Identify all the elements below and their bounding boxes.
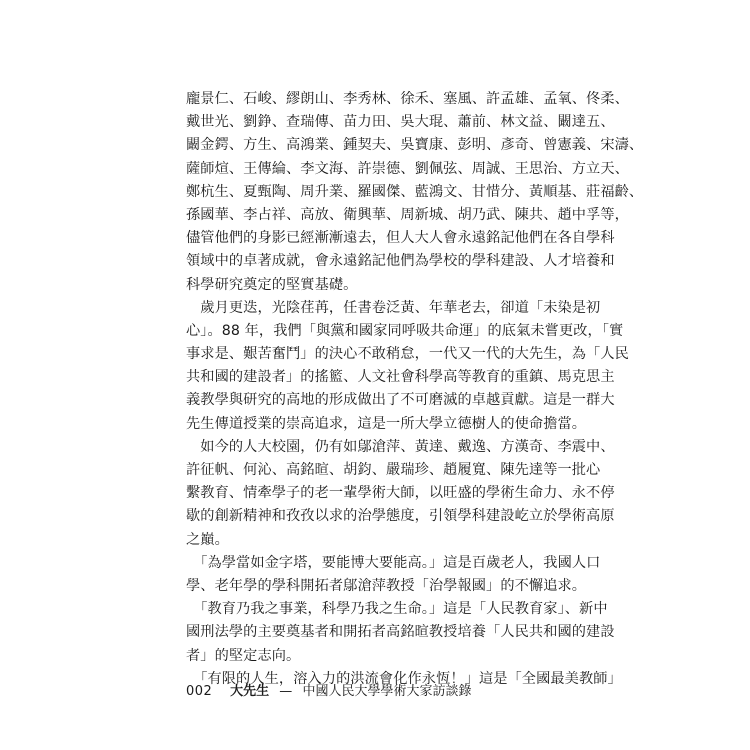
text-line: 「有限的人生，溶入力的洪流會化作永恆！」這是「全國最美教師」 bbox=[186, 670, 622, 687]
text-line: 義教學與研究的高地的形成做出了不可磨滅的卓越貢獻。這是一群大 bbox=[186, 392, 615, 409]
text-line: 科學研究奠定的堅實基礎。 bbox=[186, 276, 358, 293]
book-title: 中國人民大學學術大家訪談錄 bbox=[302, 684, 472, 699]
text-line: 儘管他們的身影已經漸漸遠去，但人大人會永遠銘記他們在各自學科 bbox=[186, 230, 615, 247]
text-line: 心」。88 年，我們「與黨和國家同呼吸共命運」的底氣未嘗更改，「實 bbox=[186, 322, 624, 339]
text-line: 領域中的卓著成就，會永遠銘記他們為學校的學科建設、人才培養和 bbox=[186, 253, 615, 270]
text-line: 繫教育、情牽學子的老一輩學術大師，以旺盛的學術生命力、永不停 bbox=[186, 485, 615, 502]
text-line: 龐景仁、石峻、繆朗山、李秀林、徐禾、塞風、許孟雄、孟氧、佟柔、 bbox=[186, 91, 629, 107]
series-title: 大先生 bbox=[230, 684, 270, 699]
text-line: 歇的創新精神和孜孜以求的治學態度，引領學科建設屹立於學術高原 bbox=[186, 508, 615, 525]
text-line: 學、老年學的學科開拓者鄔滄萍教授「治學報國」的不懈追求。 bbox=[186, 577, 587, 594]
text-line: 鄭杭生、夏甄陶、周升業、羅國傑、藍鴻文、甘惜分、黃順基、莊福齡、 bbox=[186, 183, 644, 200]
text-line: 「為學當如金字塔，要能博大要能高。」這是百歲老人，我國人口 bbox=[186, 554, 601, 571]
text-line: 如今的人大校園，仍有如鄔滄萍、黃達、戴逸、方漢奇、李震中、 bbox=[186, 438, 615, 455]
text-line: 者」的堅定志向。 bbox=[186, 647, 301, 664]
text-line: 先生傳道授業的崇高追求，這是一所大學立德樹人的使命擔當。 bbox=[186, 415, 587, 432]
title-dash: — bbox=[279, 684, 293, 699]
text-line: 國刑法學的主要奠基者和開拓者高銘暄教授培養「人民共和國的建設 bbox=[186, 624, 615, 641]
text-line: 「教育乃我之事業，科學乃我之生命。」這是「人民教育家」、新中 bbox=[186, 601, 608, 618]
text-line: 許征帆、何沁、高銘暄、胡鈞、嚴瑞珍、趙履寬、陳先達等一批心 bbox=[186, 462, 601, 478]
text-line: 共和國的建設者」的搖籃、人文社會科學高等教育的重鎮、馬克思主 bbox=[186, 369, 615, 386]
body-text bbox=[186, 88, 644, 691]
text-line: 戴世光、劉錚、查瑞傳、苗力田、吳大琨、蕭前、林文益、闞達五、 bbox=[186, 114, 615, 131]
text-line: 之巔。 bbox=[186, 531, 229, 548]
text-line: 歲月更迭，光陰荏苒，任書卷泛黃、年華老去，卻道「未染是初 bbox=[186, 299, 601, 316]
text-line: 孫國華、李占祥、高放、衛興華、周新城、胡乃武、陳共、趙中孚等， bbox=[186, 206, 629, 223]
text-line: 薩師煊、王傳綸、李文海、許崇德、劉佩弦、周誠、王思治、方立天、 bbox=[186, 160, 629, 177]
page-number: 002 bbox=[186, 684, 213, 699]
text-line: 闞金鍔、方生、高鴻業、鍾契夫、吳寶康、彭明、彥奇、曾憲義、宋濤、 bbox=[186, 137, 644, 154]
text-line: 事求是、艱苦奮鬥」的決心不敢稍怠，一代又一代的大先生，為「人民 bbox=[186, 346, 629, 363]
page-footer bbox=[186, 684, 471, 700]
